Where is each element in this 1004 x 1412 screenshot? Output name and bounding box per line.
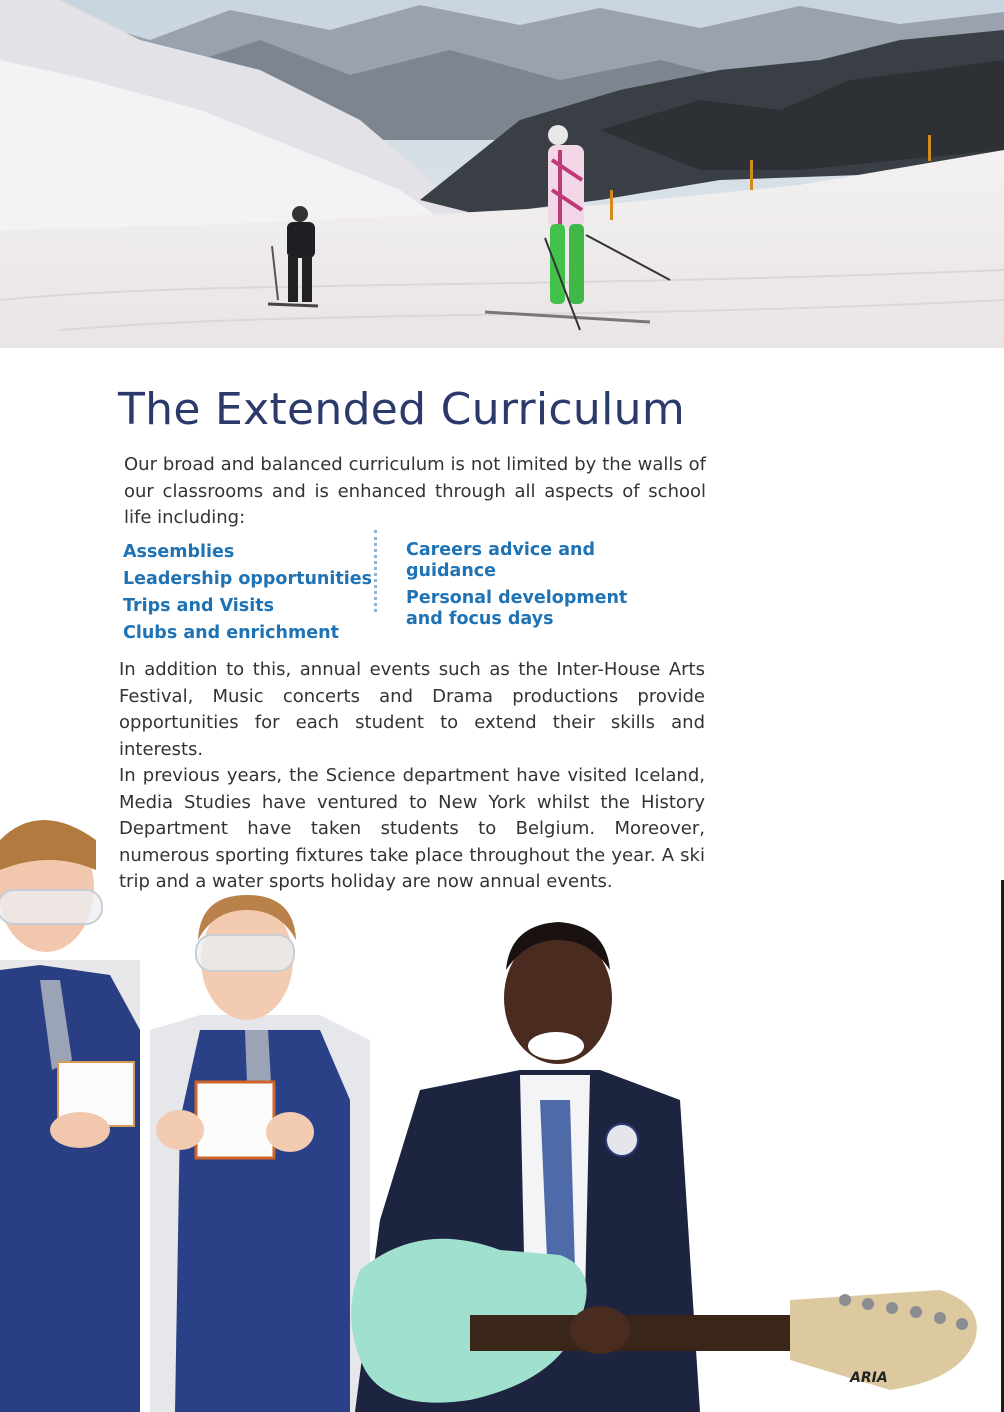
activities-list-left: [123, 540, 372, 648]
list-item: Trips and Visits: [123, 596, 274, 616]
intro-paragraph: Our broad and balanced curriculum is not limited by the walls of our classrooms and is enhanced through all aspects of school life including:: [124, 454, 706, 528]
list-item: Clubs and enrichment: [123, 623, 339, 643]
student-girl-apron: [150, 895, 370, 1412]
events-paragraph: In addition to this, annual events such as the Inter-House Arts Festival, Music concerts and Drama productions provide opportunities for each student to extend their skills and interests.: [119, 659, 705, 760]
student-boy-apron: [0, 820, 140, 1412]
student-boy-guitar: [351, 922, 977, 1412]
list-item: Careers advice and guidance: [406, 540, 596, 581]
trips-paragraph: In previous years, the Science department have visited Iceland, Media Studies have ventured to New York whilst the History Department have taken students to Belgium. Moreover, numerous sporting fixtures take place throughout the year. A ski trip and a water sports holiday are now annual events.: [119, 765, 705, 892]
ski-slope-image: [0, 0, 1004, 348]
ski-slope-photo: [0, 0, 1004, 348]
page-title: The Extended Curriculum: [118, 384, 685, 435]
list-item: Leadership opportunities: [123, 569, 373, 589]
activities-list-right: [406, 540, 666, 636]
students-photo: [0, 800, 1004, 1412]
list-item: Assemblies: [123, 542, 235, 562]
dotted-divider: [374, 530, 377, 612]
list-item: Personal development and focus days: [406, 588, 628, 629]
students-image: [0, 800, 1004, 1412]
guitar-brand-logo: ARIA: [850, 1370, 888, 1386]
